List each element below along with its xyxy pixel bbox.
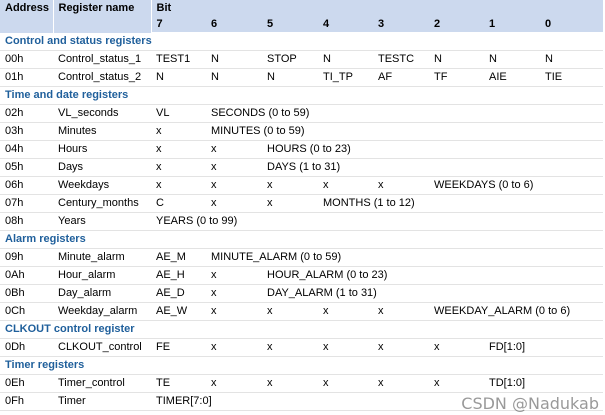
register-row xyxy=(0,249,603,267)
bit-field-cell: AE_D xyxy=(151,285,206,303)
bit-field-cell: N xyxy=(151,69,206,87)
bit-field-cell: TEST1 xyxy=(151,51,206,69)
bit-field-cell: x xyxy=(318,177,373,195)
bit-number: 7 xyxy=(151,16,206,33)
register-name: CLKOUT_control xyxy=(53,339,151,357)
bit-field-cell: MINUTES (0 to 59) xyxy=(206,123,603,141)
bit-field-cell: HOUR_ALARM (0 to 23) xyxy=(262,267,603,285)
register-row xyxy=(0,105,603,123)
register-table-body xyxy=(0,33,603,411)
bit-field-cell: N xyxy=(484,51,540,69)
watermark: CSDN @Nadukab xyxy=(461,394,599,413)
register-address: 01h xyxy=(0,69,53,87)
register-row xyxy=(0,195,603,213)
bit-field-cell: x xyxy=(373,177,429,195)
register-address: 05h xyxy=(0,159,53,177)
section-header-row xyxy=(0,357,603,375)
register-name: Hour_alarm xyxy=(53,267,151,285)
bit-field-cell: x xyxy=(318,303,373,321)
register-name: Years xyxy=(53,213,151,231)
register-row xyxy=(0,123,603,141)
register-name: Timer xyxy=(53,393,151,411)
bit-field-cell: x xyxy=(206,195,262,213)
bit-header: Bit xyxy=(151,0,603,16)
bit-field-cell: TI_TP xyxy=(318,69,373,87)
bit-field-cell: N xyxy=(262,69,318,87)
register-row xyxy=(0,303,603,321)
register-name: Control_status_1 xyxy=(53,51,151,69)
bit-field-cell: x xyxy=(318,375,373,393)
bit-field-cell: x xyxy=(206,339,262,357)
register-address: 0Eh xyxy=(0,375,53,393)
bit-field-cell: N xyxy=(318,51,373,69)
bit-field-cell: C xyxy=(151,195,206,213)
bit-field-cell: x xyxy=(262,303,318,321)
register-row xyxy=(0,159,603,177)
address-header: Address xyxy=(0,0,53,33)
bit-field-cell: VL xyxy=(151,105,206,123)
section-title: Timer registers xyxy=(0,357,603,375)
bit-field-cell: DAY_ALARM (1 to 31) xyxy=(262,285,603,303)
bit-field-cell: x xyxy=(151,159,206,177)
bit-field-cell: AE_W xyxy=(151,303,206,321)
section-title: Control and status registers xyxy=(0,33,603,51)
bit-field-cell: HOURS (0 to 23) xyxy=(262,141,603,159)
bit-field-cell: AE_H xyxy=(151,267,206,285)
bit-field-cell: x xyxy=(206,303,262,321)
register-name: Minutes xyxy=(53,123,151,141)
bit-number: 4 xyxy=(318,16,373,33)
section-header-row xyxy=(0,321,603,339)
bit-field-cell: N xyxy=(429,51,484,69)
bit-field-cell: x xyxy=(262,339,318,357)
register-address: 06h xyxy=(0,177,53,195)
bit-field-cell: x xyxy=(373,303,429,321)
register-address: 0Ch xyxy=(0,303,53,321)
bit-field-cell: x xyxy=(262,195,318,213)
bit-field-cell: N xyxy=(540,51,603,69)
register-address: 09h xyxy=(0,249,53,267)
register-name: Century_months xyxy=(53,195,151,213)
bit-field-cell: STOP xyxy=(262,51,318,69)
bit-field-cell: FD[1:0] xyxy=(484,339,603,357)
bit-field-cell: SECONDS (0 to 59) xyxy=(206,105,603,123)
bit-field-cell: AIE xyxy=(484,69,540,87)
register-name: Minute_alarm xyxy=(53,249,151,267)
bit-field-cell: TD[1:0] xyxy=(484,375,603,393)
bit-field-cell: x xyxy=(429,339,484,357)
register-row xyxy=(0,141,603,159)
header-row xyxy=(0,0,603,16)
register-address: 0Dh xyxy=(0,339,53,357)
bit-field-cell: DAYS (1 to 31) xyxy=(262,159,603,177)
bit-field-cell: x xyxy=(262,375,318,393)
bit-field-cell: x xyxy=(429,375,484,393)
bit-field-cell: x xyxy=(151,141,206,159)
register-address: 0Fh xyxy=(0,393,53,411)
register-address: 00h xyxy=(0,51,53,69)
bit-field-cell: x xyxy=(151,123,206,141)
register-row xyxy=(0,267,603,285)
register-address: 02h xyxy=(0,105,53,123)
bit-field-cell: x xyxy=(318,339,373,357)
bit-number: 5 xyxy=(262,16,318,33)
register-address: 08h xyxy=(0,213,53,231)
bit-field-cell: x xyxy=(262,177,318,195)
bit-number: 2 xyxy=(429,16,484,33)
section-title: CLKOUT control register xyxy=(0,321,603,339)
register-name: VL_seconds xyxy=(53,105,151,123)
bit-field-cell: WEEKDAY_ALARM (0 to 6) xyxy=(429,303,603,321)
bit-number: 3 xyxy=(373,16,429,33)
bit-field-cell: x xyxy=(206,285,262,303)
register-name-header: Register name xyxy=(53,0,151,33)
bit-field-cell: x xyxy=(206,141,262,159)
bit-field-cell: N xyxy=(206,51,262,69)
bit-field-cell: x xyxy=(206,177,262,195)
bit-field-cell: x xyxy=(206,267,262,285)
bit-field-cell: FE xyxy=(151,339,206,357)
register-name: Timer_control xyxy=(53,375,151,393)
register-name: Day_alarm xyxy=(53,285,151,303)
bit-field-cell: WEEKDAYS (0 to 6) xyxy=(429,177,603,195)
register-row xyxy=(0,177,603,195)
bit-number: 1 xyxy=(484,16,540,33)
bit-field-cell: AE_M xyxy=(151,249,206,267)
bit-field-cell: MONTHS (1 to 12) xyxy=(318,195,603,213)
bit-field-cell: TF xyxy=(429,69,484,87)
register-address: 07h xyxy=(0,195,53,213)
register-row xyxy=(0,51,603,69)
bit-number: 6 xyxy=(206,16,262,33)
bit-field-cell: YEARS (0 to 99) xyxy=(151,213,603,231)
register-row xyxy=(0,69,603,87)
register-name: Control_status_2 xyxy=(53,69,151,87)
section-title: Time and date registers xyxy=(0,87,603,105)
register-address: 04h xyxy=(0,141,53,159)
bit-field-cell: TE xyxy=(151,375,206,393)
bit-field-cell: TIMER[7:0] xyxy=(151,393,603,411)
section-header-row xyxy=(0,33,603,51)
section-header-row xyxy=(0,231,603,249)
register-name: Hours xyxy=(53,141,151,159)
register-name: Weekdays xyxy=(53,177,151,195)
bit-field-cell: TIE xyxy=(540,69,603,87)
register-row xyxy=(0,375,603,393)
bit-field-cell: TESTC xyxy=(373,51,429,69)
bit-field-cell: x xyxy=(373,375,429,393)
bit-field-cell: N xyxy=(206,69,262,87)
register-name: Weekday_alarm xyxy=(53,303,151,321)
register-address: 03h xyxy=(0,123,53,141)
bit-field-cell: AF xyxy=(373,69,429,87)
bit-field-cell: x xyxy=(206,375,262,393)
section-title: Alarm registers xyxy=(0,231,603,249)
section-header-row xyxy=(0,87,603,105)
bit-number: 0 xyxy=(540,16,603,33)
bit-field-cell: MINUTE_ALARM (0 to 59) xyxy=(206,249,603,267)
register-name: Days xyxy=(53,159,151,177)
register-address: 0Ah xyxy=(0,267,53,285)
bit-field-cell: x xyxy=(151,177,206,195)
register-row xyxy=(0,285,603,303)
bit-field-cell: x xyxy=(206,159,262,177)
bit-field-cell: x xyxy=(373,339,429,357)
register-address: 0Bh xyxy=(0,285,53,303)
register-row xyxy=(0,213,603,231)
register-row xyxy=(0,339,603,357)
